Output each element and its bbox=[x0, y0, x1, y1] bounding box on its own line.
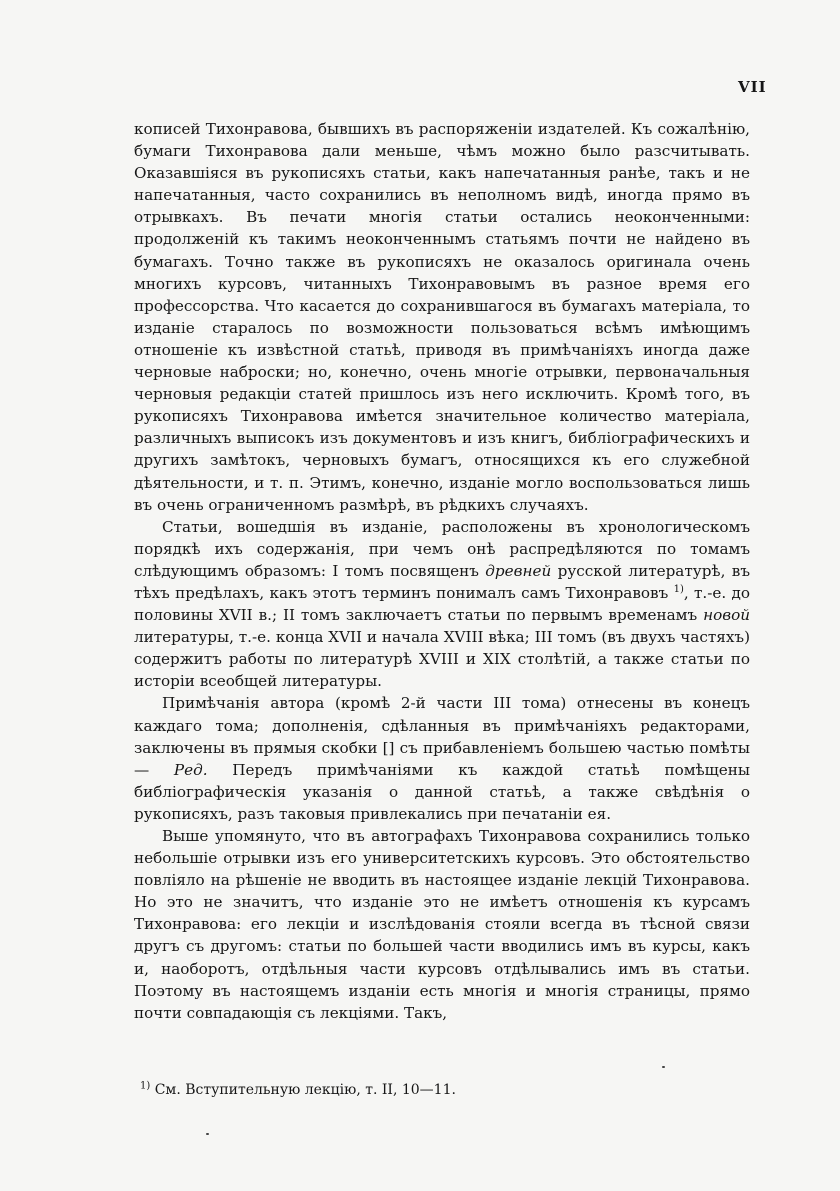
scan-speck bbox=[206, 1133, 209, 1135]
footnote-reference: 1) bbox=[673, 583, 684, 595]
footnote bbox=[140, 1080, 456, 1100]
paragraph-2-emphasis-ancient: древней bbox=[485, 561, 552, 580]
footnote-text: См. Вступительную лекцію, т. II, 10—11. bbox=[154, 1082, 456, 1098]
paragraph-3-text-b: Передъ примѣчаніями къ каждой статьѣ помѣщены библіографическія указанія о данной статьѣ, а также свѣдѣнія о рукописяхъ, разъ таковыя привлекались при печатаніи ея. bbox=[134, 760, 751, 823]
paragraph-2-text-b: русской литературѣ, въ тѣхъ предѣлахъ, какъ этотъ терминъ понималъ самъ Тихонравовъ bbox=[134, 561, 750, 602]
footnote-marker: 1) bbox=[140, 1080, 151, 1092]
paragraph-3-emphasis-editor: Ред. bbox=[173, 760, 208, 779]
paragraph-3-text-a: Примѣчанія автора (кромѣ 2-й части III тома) отнесены въ конецъ каждаго тома; дополненія, сдѣланныя въ примѣчаніяхъ редакторами, заключены въ прямыя скобки [] съ прибавленіемъ большею частью помѣты — bbox=[134, 694, 750, 779]
paragraph-3 bbox=[134, 692, 750, 825]
paragraph-2-emphasis-new: новой bbox=[703, 606, 750, 625]
paragraph-2 bbox=[134, 516, 750, 693]
paragraph-1: кописей Тихонравова, бывшихъ въ распоряженіи издателей. Къ сожалѣнію, бумаги Тихонравова дали меньше, чѣмъ можно было разсчитывать. Оказавшіяся въ рукописяхъ статьи, какъ напечатанныя ранѣе, такъ и не напечатанныя, часто сохранились въ неполномъ видѣ, иногда прямо въ отрывкахъ. Въ печати многія статьи остались неоконченными: продолженій къ такимъ неоконченнымъ статьямъ почти не найдено въ бумагахъ. Точно также въ рукописяхъ не оказалось оригинала очень многихъ курсовъ, читанныхъ Тихонравовымъ въ разное время его профессорства. Что касается до сохранившагося въ бумагахъ матеріала, то изданіе старалось по возможности пользоваться всѣмъ имѣющимъ отношеніе къ извѣстной статьѣ, приводя въ примѣчаніяхъ иногда даже черновые наброски; но, конечно, очень многіе отрывки, первоначальныя черновыя редакціи статей пришлось изъ него исключить. Кромѣ того, въ рукописяхъ Тихонравова имѣется значительное количество матеріала, различныхъ выписокъ изъ документовъ и изъ книгъ, библіографическихъ и другихъ замѣтокъ, черновыхъ бумагъ, относящихся къ его служебной дѣятельности, и т. п. Этимъ, конечно, изданіе могло воспользоваться лишь въ очень ограниченномъ размѣрѣ, въ рѣдкихъ случаяхъ. bbox=[134, 120, 750, 514]
paragraph-4: Выше упомянуто, что въ автографахъ Тихонравова сохранились только небольшіе отрывки изъ его университетскихъ курсовъ. Это обстоятельство повліяло на рѣшеніе не вводить въ настоящее изданіе лекцій Тихонравова. Но это не значитъ, что изданіе это не имѣетъ отношенія къ курсамъ Тихонравова: его лекціи и изслѣдованія стояли всегда въ тѣсной связи другъ съ другомъ: статьи по большей части вводились имъ въ курсы, какъ и, наоборотъ, отдѣльныя части курсовъ отдѣлывались имъ въ статьи. Поэтому въ настоящемъ изданіи есть многія и многія страницы, прямо почти совпадающія съ лекціями. Такъ, bbox=[134, 827, 750, 1022]
paragraph-2-text-a: Статьи, вошедшія въ изданіе, расположены въ хронологическомъ порядкѣ ихъ содержанія, при чемъ онѣ распредѣляются по томамъ слѣдующимъ образомъ: I томъ посвященъ bbox=[134, 517, 750, 580]
paragraph-2-text-d: литературы, т.-е. конца XVII и начала XVIII вѣка; III томъ (въ двухъ частяхъ) содержитъ работы по литературѣ XVIII и XIX столѣтій, а также статьи по исторіи всеобщей литературы. bbox=[134, 628, 750, 691]
page-number: VII bbox=[738, 78, 767, 96]
paragraph-2-text-c: , т.-е. до половины XVII в.; II томъ заключаетъ статьи по первымъ временамъ bbox=[134, 583, 750, 625]
body-text bbox=[134, 118, 750, 1024]
scan-speck bbox=[662, 1066, 665, 1068]
